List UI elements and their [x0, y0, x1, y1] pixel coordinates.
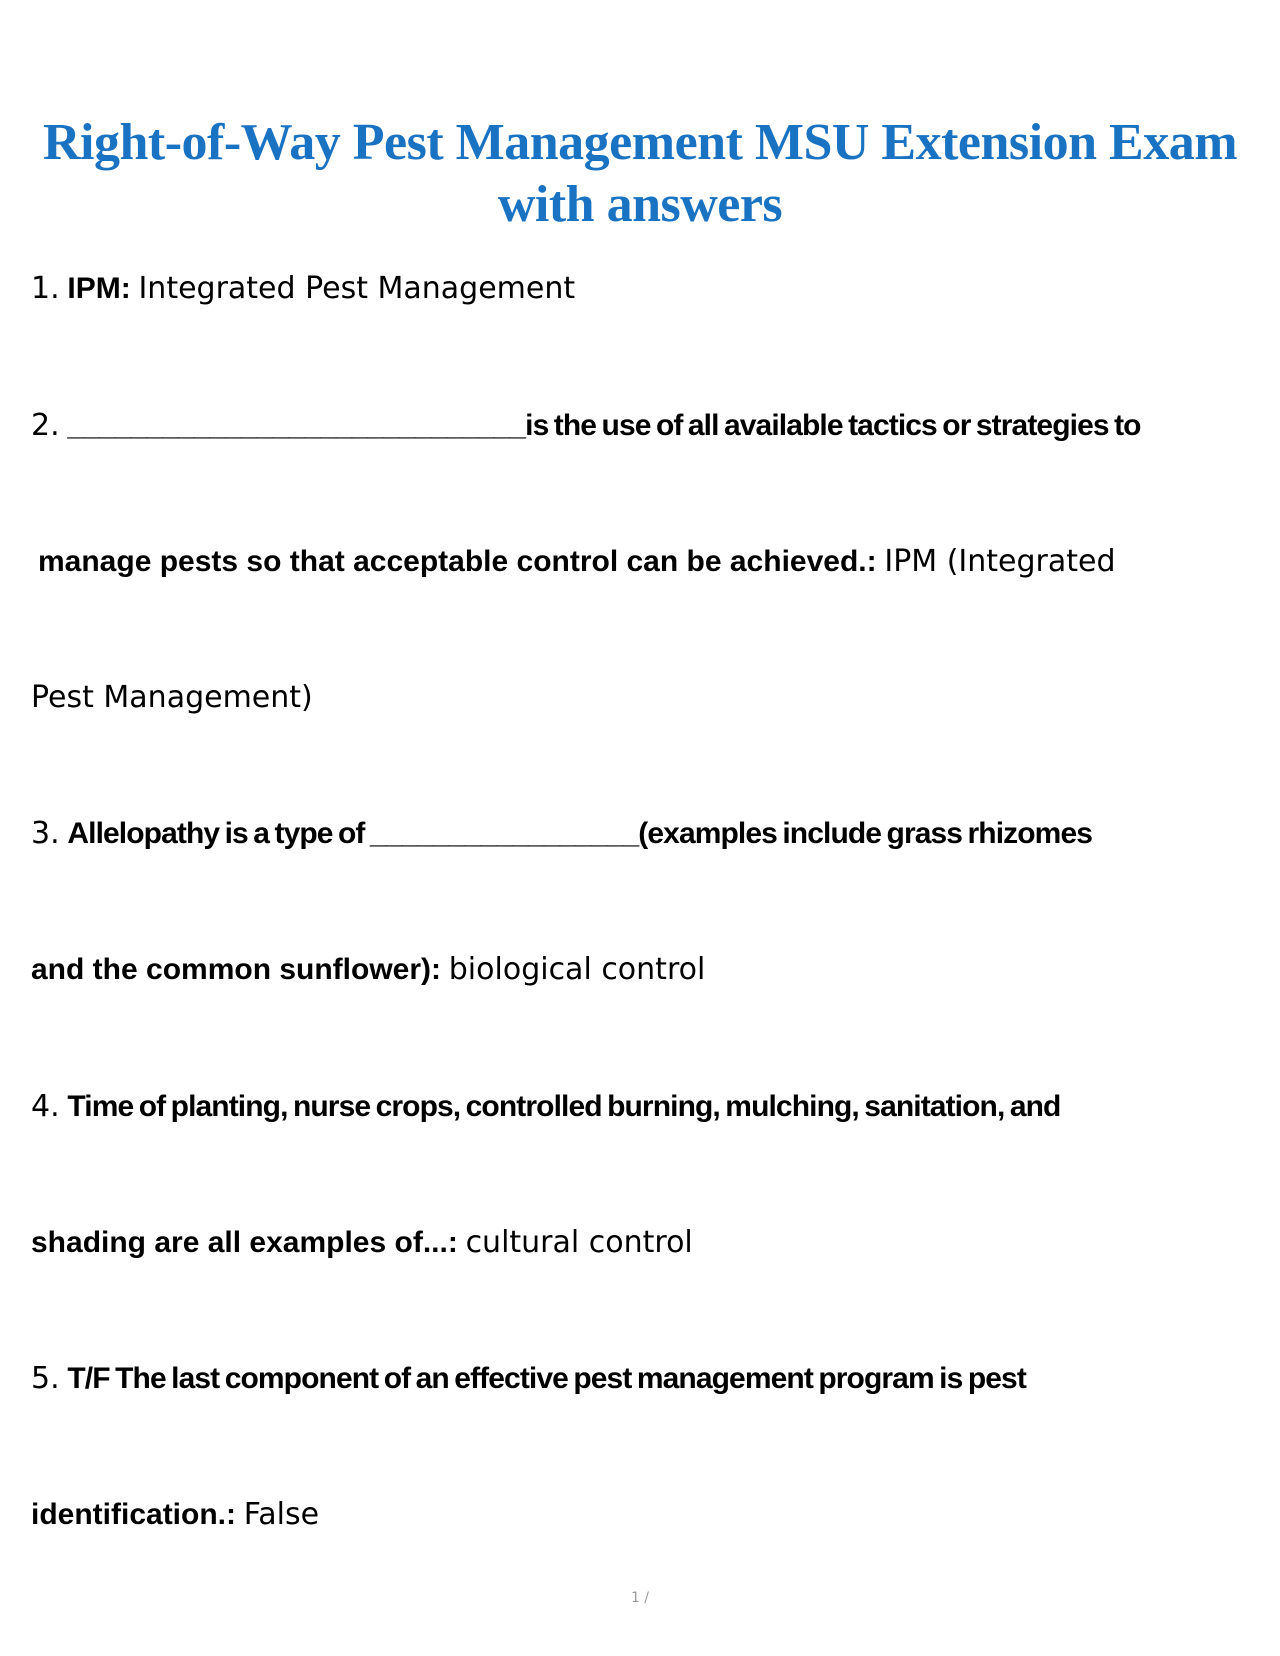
question-2-line-2 — [38, 543, 1250, 579]
question-text: IPM: — [67, 272, 131, 305]
question-text: Time of planting, nurse crops, controlled burning, mulching, sanitation, and — [67, 1090, 1061, 1123]
question-1 — [31, 270, 1250, 306]
question-number: 4. — [31, 1089, 60, 1124]
page-number: 1 / — [630, 1590, 650, 1606]
question-number: 2. — [31, 408, 60, 443]
question-text: identification.: — [31, 1498, 236, 1531]
question-text: _____________________________is the use of all available tactics or strategies to — [67, 409, 1141, 442]
question-2-line-1 — [31, 407, 1250, 443]
question-3-line-2 — [31, 951, 1250, 987]
question-5-line-1 — [31, 1360, 1250, 1396]
question-text: Allelopathy is a type of _________________(examples include grass rhizomes — [67, 817, 1093, 850]
question-number: 3. — [31, 816, 60, 851]
document-title: Right-of-Way Pest Management MSU Extension Exam with answers — [42, 114, 1238, 233]
answer-text: False — [243, 1497, 320, 1532]
answer-text: IPM (Integrated — [884, 544, 1116, 579]
question-5-line-2 — [31, 1496, 1250, 1532]
question-2-line-3 — [31, 679, 1250, 715]
answer-text: Pest Management) — [31, 680, 313, 715]
question-3-line-1 — [31, 815, 1250, 851]
question-4-line-2 — [31, 1224, 1250, 1260]
question-number: 1. — [31, 271, 60, 306]
answer-text: biological control — [448, 952, 706, 987]
question-text: and the common sunflower): — [31, 953, 442, 986]
question-text: shading are all examples of...: — [31, 1226, 458, 1259]
question-text: manage pests so that acceptable control can be achieved.: — [38, 545, 877, 578]
question-number: 5. — [31, 1361, 60, 1396]
question-text: T/F The last component of an effective pest management program is pest — [67, 1362, 1026, 1395]
answer-text: Integrated Pest Management — [138, 271, 576, 306]
question-4-line-1 — [31, 1088, 1250, 1124]
answer-text: cultural control — [465, 1225, 693, 1260]
